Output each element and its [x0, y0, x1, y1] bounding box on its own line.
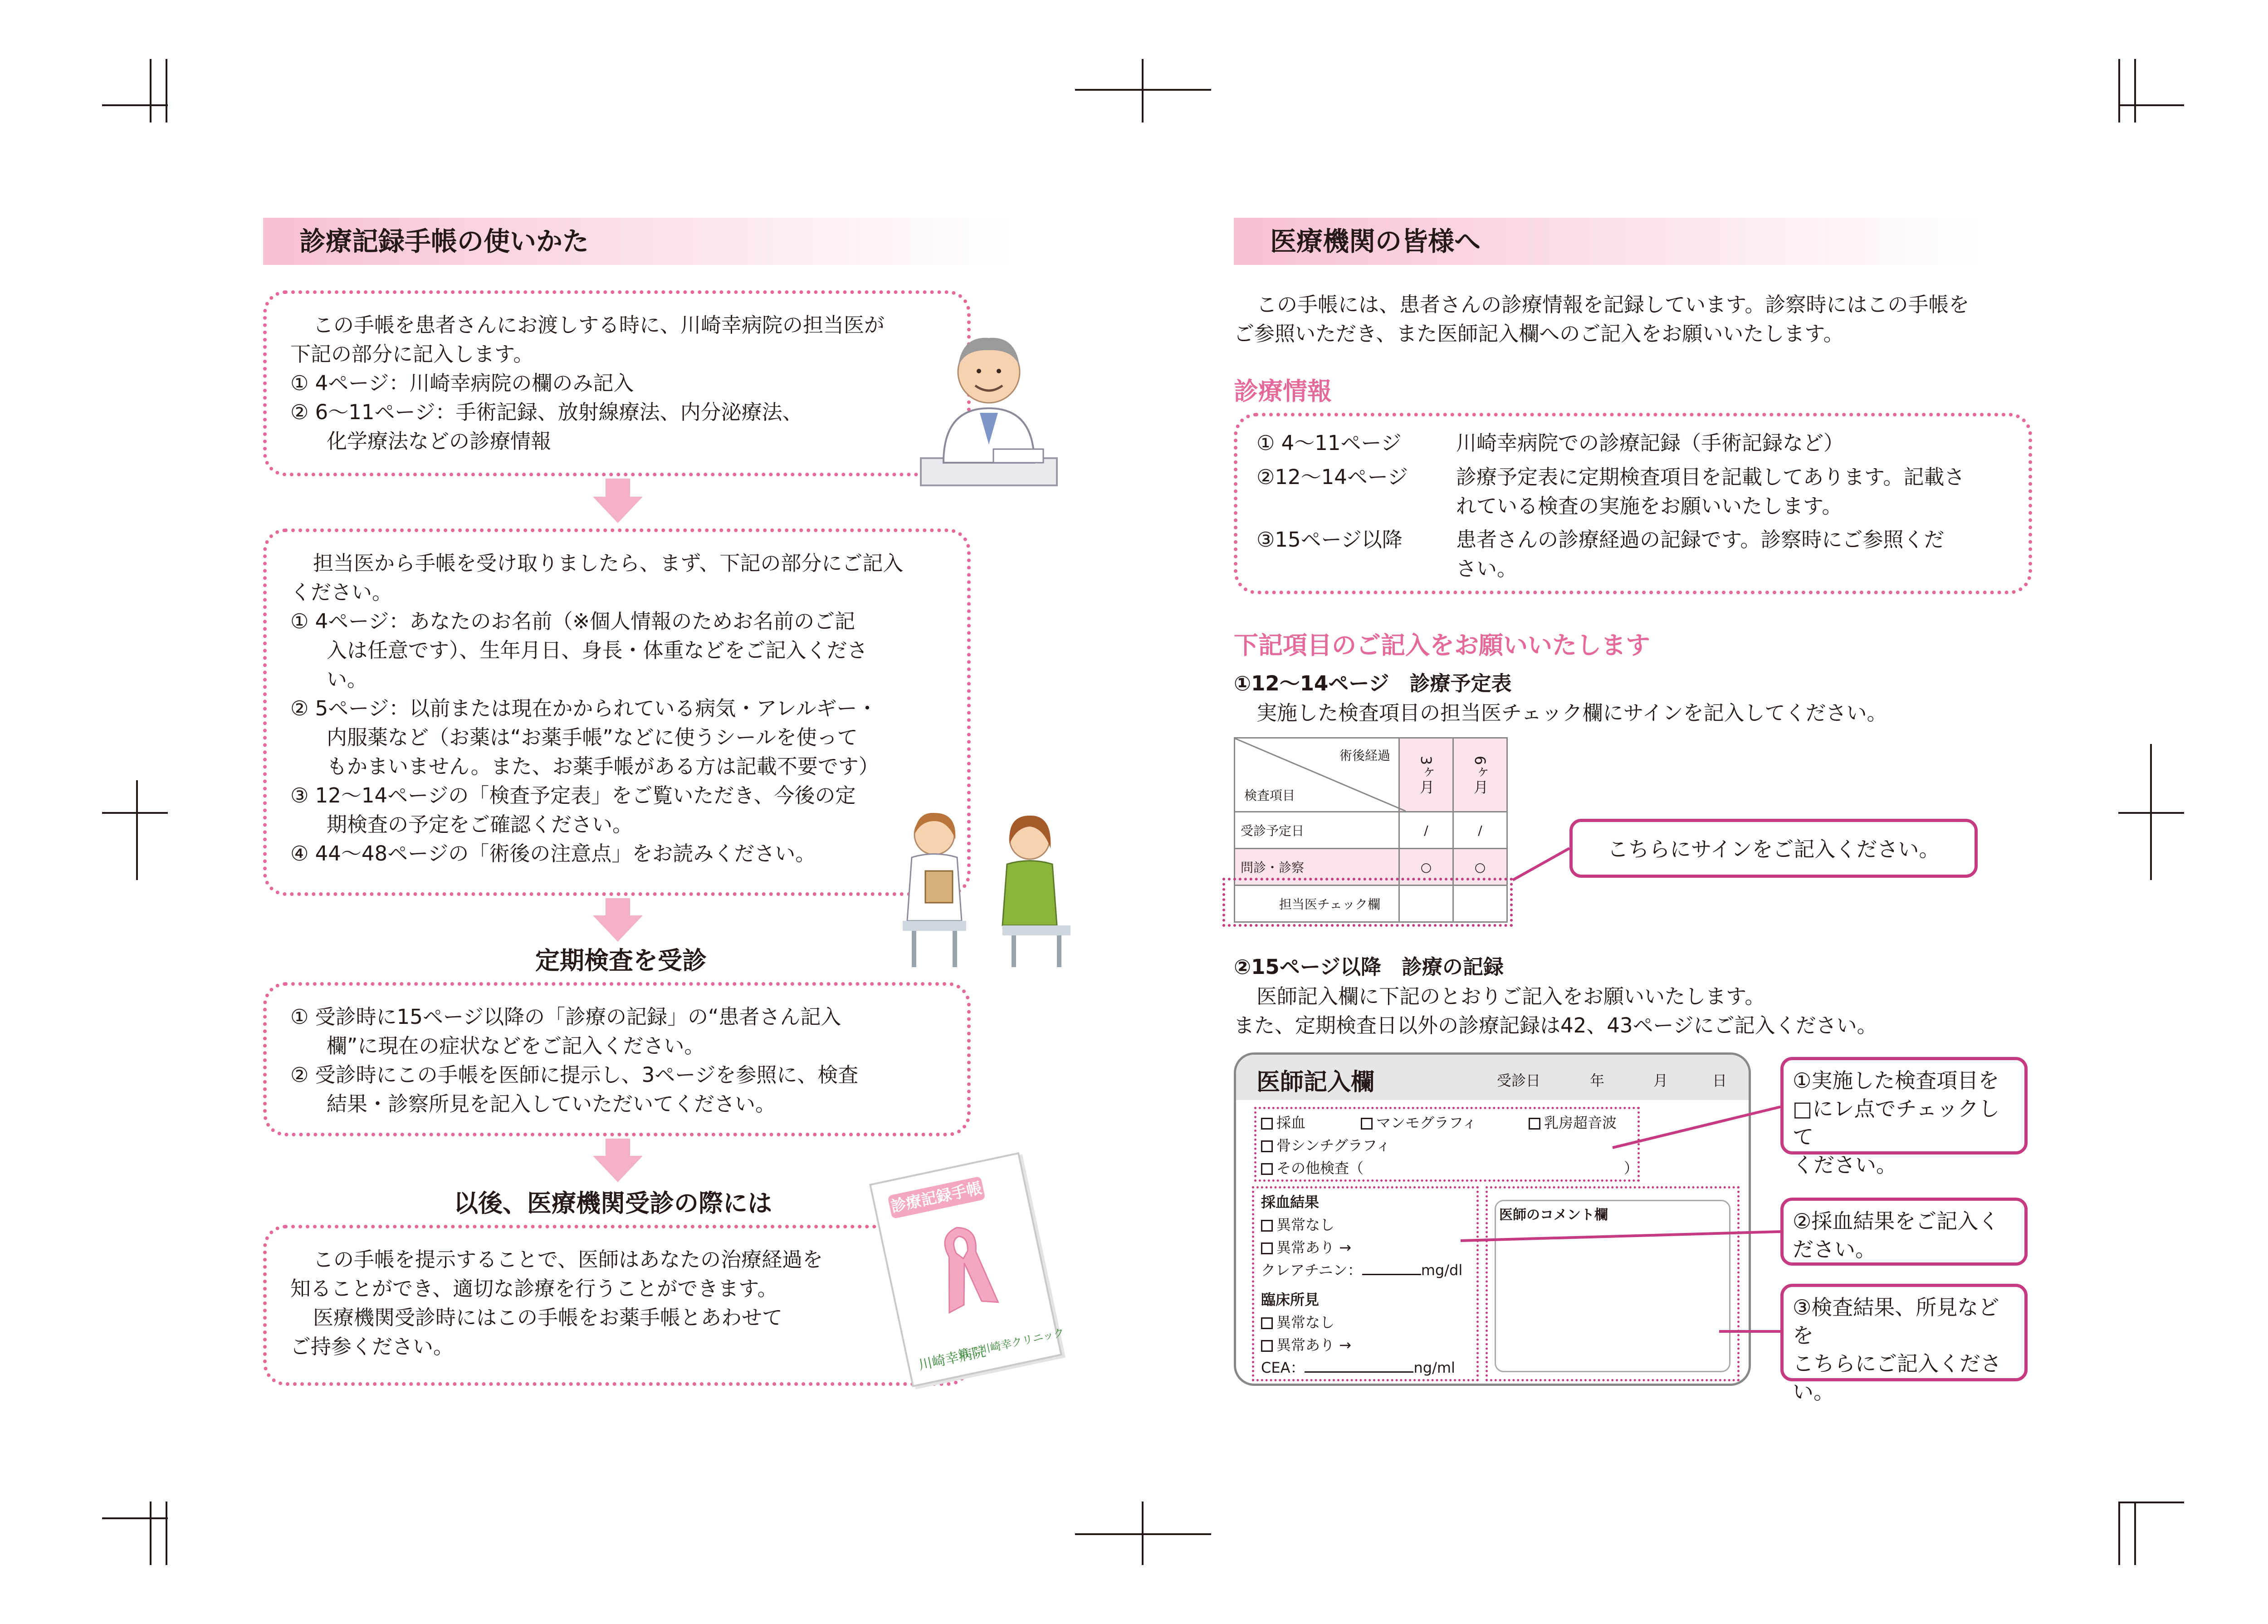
callout-line: い。 [1793, 1379, 1834, 1404]
text-line: 入は任意です）、生年月日、身長・体重などをご記入くださ [327, 638, 868, 662]
row-label: 問診・診察 [1235, 849, 1399, 885]
text-line: ① 受診時に15ページ以降の「診療の記録」の“患者さん記入 [290, 1005, 841, 1029]
item2-text: また、定期検査日以外の診療記録は42、43ページにご記入ください。 [1234, 1013, 1877, 1037]
regular-checkup-heading: 定期検査を受診 [535, 946, 707, 975]
medical-info-heading: 診療情報 [1234, 377, 1332, 406]
diag-top-label: 術後経過 [1339, 748, 1390, 763]
option-label: 異常あり → [1276, 1336, 1351, 1354]
form-title: 医師記入欄 [1256, 1069, 1375, 1096]
visit-date-label: 受診日 [1497, 1072, 1541, 1089]
info-number: ① 4〜11ページ [1256, 431, 1402, 455]
sign-callout: こちらにサインをご記入ください。 [1569, 819, 1978, 878]
callout-line: ③検査結果、所見などを [1793, 1295, 1999, 1348]
booklet-footer-1: 川崎幸病院 [917, 1344, 987, 1374]
option-label: 異常あり → [1276, 1239, 1351, 1256]
item2-title: ②15ページ以降 診療の記録 [1234, 955, 1504, 979]
callout-line: □にレ点でチェックして [1793, 1096, 2000, 1149]
exam-label: 乳房超音波 [1544, 1114, 1617, 1131]
info-number: ②12〜14ページ [1256, 465, 1408, 489]
exam-label: マンモグラフィ [1376, 1114, 1477, 1131]
booklet-title: 診療記録手帳 [887, 1176, 985, 1219]
text-line: 内服薬など（お薬は“お薬手帳”などに使うシールを使って [327, 725, 858, 749]
entry-request-heading: 下記項目のご記入をお願いいたします [1234, 631, 1650, 660]
text-line: この手帳を提示することで、医師はあなたの治療経過を [313, 1247, 823, 1272]
diag-bottom-label: 検査項目 [1244, 788, 1295, 803]
callout-line: こちらにご記入くださ [1793, 1351, 2001, 1376]
right-page-heading: 医療機関の皆様へ [1234, 218, 1982, 265]
callout-line: ②採血結果をご記入く [1793, 1209, 1999, 1233]
info-text: れている検査の実施をお願いいたします。 [1456, 494, 1843, 518]
col-3-months: 3ヶ月 [1399, 738, 1453, 812]
row-cell: / [1453, 812, 1507, 849]
text-line: この手帳には、患者さんの診療情報を記録しています。診察時にはこの手帳を [1256, 293, 1970, 317]
text-line: この手帳を患者さんにお渡しする時に、川崎幸病院の担当医が [313, 313, 885, 337]
text-line: ご参照いただき、また医師記入欄へのご記入をお願いいたします。 [1234, 322, 1844, 346]
exam-close-paren: ） [1624, 1159, 1639, 1177]
text-line: 医療機関受診時にはこの手帳をお薬手帳とあわせて [313, 1306, 783, 1330]
text-line: ① 4ページ：川崎幸病院の欄のみ記入 [290, 371, 634, 395]
field-label: CEA： [1261, 1359, 1305, 1376]
item1-text: 実施した検査項目の担当医チェック欄にサインを記入してください。 [1256, 701, 1887, 725]
info-text: 川崎幸病院での診療記録（手術記録など） [1456, 431, 1844, 455]
item2-text: 医師記入欄に下記のとおりご記入をお願いいたします。 [1256, 984, 1765, 1008]
text-line: ④ 44〜48ページの「術後の注意点」をお読みください。 [290, 841, 816, 866]
text-line: ③ 12〜14ページの「検査予定表」をご覧いただき、今後の定 [290, 783, 856, 807]
exam-label: その他検査（ [1276, 1159, 1364, 1177]
blood-results-title: 採血結果 [1261, 1194, 1320, 1211]
text-line: ① 4ページ：あなたのお名前（※個人情報のためお名前のご記 [290, 609, 855, 633]
booklet-footer-2: 第二川崎幸クリニック [957, 1326, 1066, 1361]
option-label: 異常なし [1276, 1314, 1335, 1331]
row-label: 担当医チェック欄 [1235, 885, 1399, 922]
exam-label: 採血 [1276, 1114, 1306, 1131]
month-label: 月 [1653, 1072, 1668, 1089]
row-cell: ○ [1399, 849, 1453, 885]
exam-label: 骨シンチグラフィ [1276, 1137, 1391, 1154]
text-line: い。 [327, 667, 368, 691]
year-label: 年 [1590, 1072, 1605, 1089]
unit-label: mg/dl [1421, 1262, 1463, 1279]
clinical-findings-title: 臨床所見 [1261, 1291, 1320, 1308]
info-number: ③15ページ以降 [1256, 528, 1403, 552]
future-visits-heading: 以後、医療機関受診の際には [454, 1189, 772, 1218]
info-text: さい。 [1456, 557, 1518, 581]
unit-label: ng/ml [1413, 1359, 1455, 1376]
left-page-heading: 診療記録手帳の使いかた [263, 218, 1012, 265]
text-line: 知ることができ、適切な診療を行うことができます。 [290, 1277, 778, 1301]
field-label: クレアチニン： [1261, 1262, 1362, 1279]
item1-title: ①12〜14ページ 診療予定表 [1234, 671, 1512, 695]
callout-line: ①実施した検査項目を [1793, 1068, 1999, 1093]
text-line: 担当医から手帳を受け取りましたら、まず、下記の部分にご記入 [313, 551, 904, 575]
text-line: ご持参ください。 [290, 1335, 454, 1359]
text-line: 欄”に現在の症状などをご記入ください。 [327, 1034, 705, 1058]
col-6-months: 6ヶ月 [1453, 738, 1507, 812]
callout-line: ください。 [1793, 1153, 1897, 1177]
info-text: 患者さんの診療経過の記録です。診察時にご参照くだ [1456, 528, 1945, 552]
day-label: 日 [1712, 1072, 1727, 1089]
text-line: 期検査の予定をご確認ください。 [327, 812, 633, 836]
text-line: ください。 [290, 580, 393, 604]
option-label: 異常なし [1276, 1216, 1335, 1233]
info-text: 診療予定表に定期検査項目を記載してあります。記載さ [1456, 465, 1965, 489]
row-cell: ○ [1453, 849, 1507, 885]
row-label: 受診予定日 [1235, 812, 1399, 849]
text-line: 結果・診察所見を記入していただいてください。 [327, 1092, 776, 1116]
comment-title: 医師のコメント欄 [1499, 1203, 1608, 1223]
callout-line: ださい。 [1793, 1237, 1876, 1262]
text-line: もかまいません。また、お薬手帳がある方は記載不要です） [327, 754, 879, 778]
text-line: ② 受診時にこの手帳を医師に提示し、3ページを参照に、検査 [290, 1063, 859, 1087]
text-line: 化学療法などの診療情報 [327, 429, 552, 453]
text-line: ② 6〜11ページ：手術記録、放射線療法、内分泌療法、 [290, 400, 803, 424]
row-cell: / [1399, 812, 1453, 849]
text-line: ② 5ページ：以前または現在かかられている病気・アレルギー・ [290, 696, 878, 720]
text-line: 下記の部分に記入します。 [290, 342, 534, 366]
